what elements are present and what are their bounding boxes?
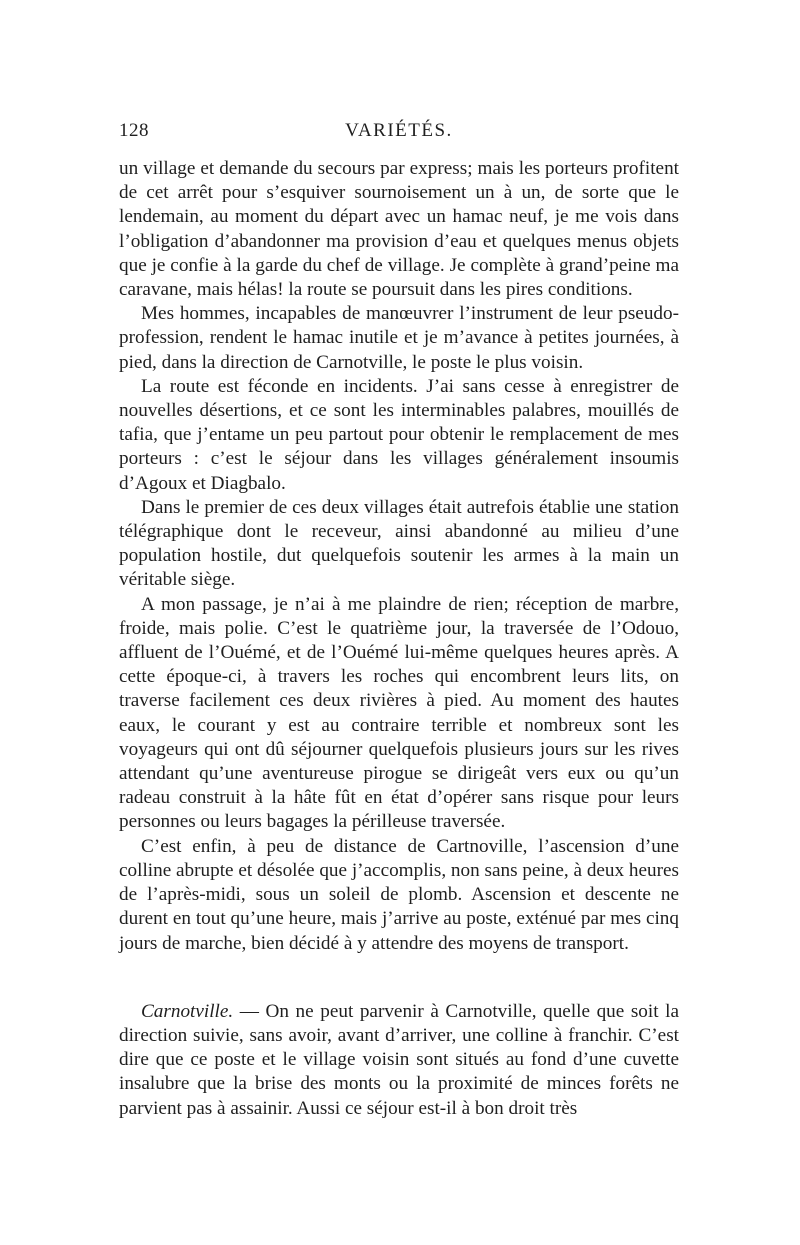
paragraph: Mes hommes, incapables de manœuvrer l’instrument de leur pseudo-profession, rendent le hamac inutile et je m’avance à petites journées, à pied, dans la direction de Carnotville, le poste le plus voisin. — [119, 303, 679, 373]
section-title: Carnotville. — [141, 1000, 234, 1022]
paragraph: C’est enfin, à peu de distance de Cartnoville, l’ascension d’une colline abrupte et désolée que j’accomplis, non sans peine, à deux heures de l’après-midi, sous un soleil de plomb. Ascension et descente ne durent en tout qu’une heure, mais j’arrive au poste, exténué par mes cinq jours de marche, bien décidé à y attendre des moyens de transport. — [119, 835, 679, 954]
page-body — [119, 157, 679, 1121]
running-head: VARIÉTÉS. — [345, 120, 453, 141]
paragraph: Dans le premier de ces deux villages était autrefois établie une station télégraphique dont le receveur, ainsi abandonné au milieu d’une population hostile, dut quelquefois soutenir les armes à la main un véritable siège. — [119, 496, 679, 591]
page-number: 128 — [119, 120, 149, 141]
section-paragraph — [119, 1000, 679, 1121]
paragraph: A mon passage, je n’ai à me plaindre de rien; réception de marbre, froide, mais polie. C’est le quatrième jour, la traversée de l’Odouo, affluent de l’Ouémé, et de l’Ouémé lui-même quelques heures après. A cette époque-ci, à travers les roches qui encombrent leurs lits, on traverse facilement ces deux rivières à pied. Au moment des hautes eaux, le courant y est au contraire terrible et nombreux sont les voyageurs qui ont dû séjourner quelquefois plusieurs jours sur les rives attendant qu’une aventureuse pirogue se dirigeât vers eux ou qu’un radeau construit à la hâte fût en état d’opérer sans risque pour leurs personnes ou leurs bagages la périlleuse traversée. — [119, 593, 679, 833]
paragraph: La route est féconde en incidents. J’ai sans cesse à enregistrer de nouvelles désertions, et ce sont les interminables palabres, mouillés de tafia, que j’entame un peu partout pour obtenir le remplacement de mes porteurs : c’est le séjour dans les villages généralement insoumis d’Agoux et Diagbalo. — [119, 375, 679, 494]
book-page — [119, 120, 679, 1121]
page-header — [119, 120, 679, 150]
paragraph: un village et demande du secours par express; mais les porteurs profitent de cet arrêt pour s’esquiver sournoisement un à un, de sorte que le lendemain, au moment du départ avec un hamac neuf, je me vois dans l’obligation d’abandonner ma provision d’eau et quelques menus objets que je confie à la garde du chef de village. Je complète à grand’peine ma caravane, mais hélas! la route se poursuit dans les pires conditions. — [119, 158, 679, 301]
section-text: — On ne peut parvenir à Carnotville, quelle que soit la direction suivie, sans avoir, avant d’arriver, une colline à franchir. C’est dire que ce poste et le village voisin sont situés au fond d’une cuvette insalubre que la brise des monts ou la proximité de minces forêts ne parvient pas à assainir. Aussi ce séjour est-il à bon droit très — [119, 1000, 679, 1119]
